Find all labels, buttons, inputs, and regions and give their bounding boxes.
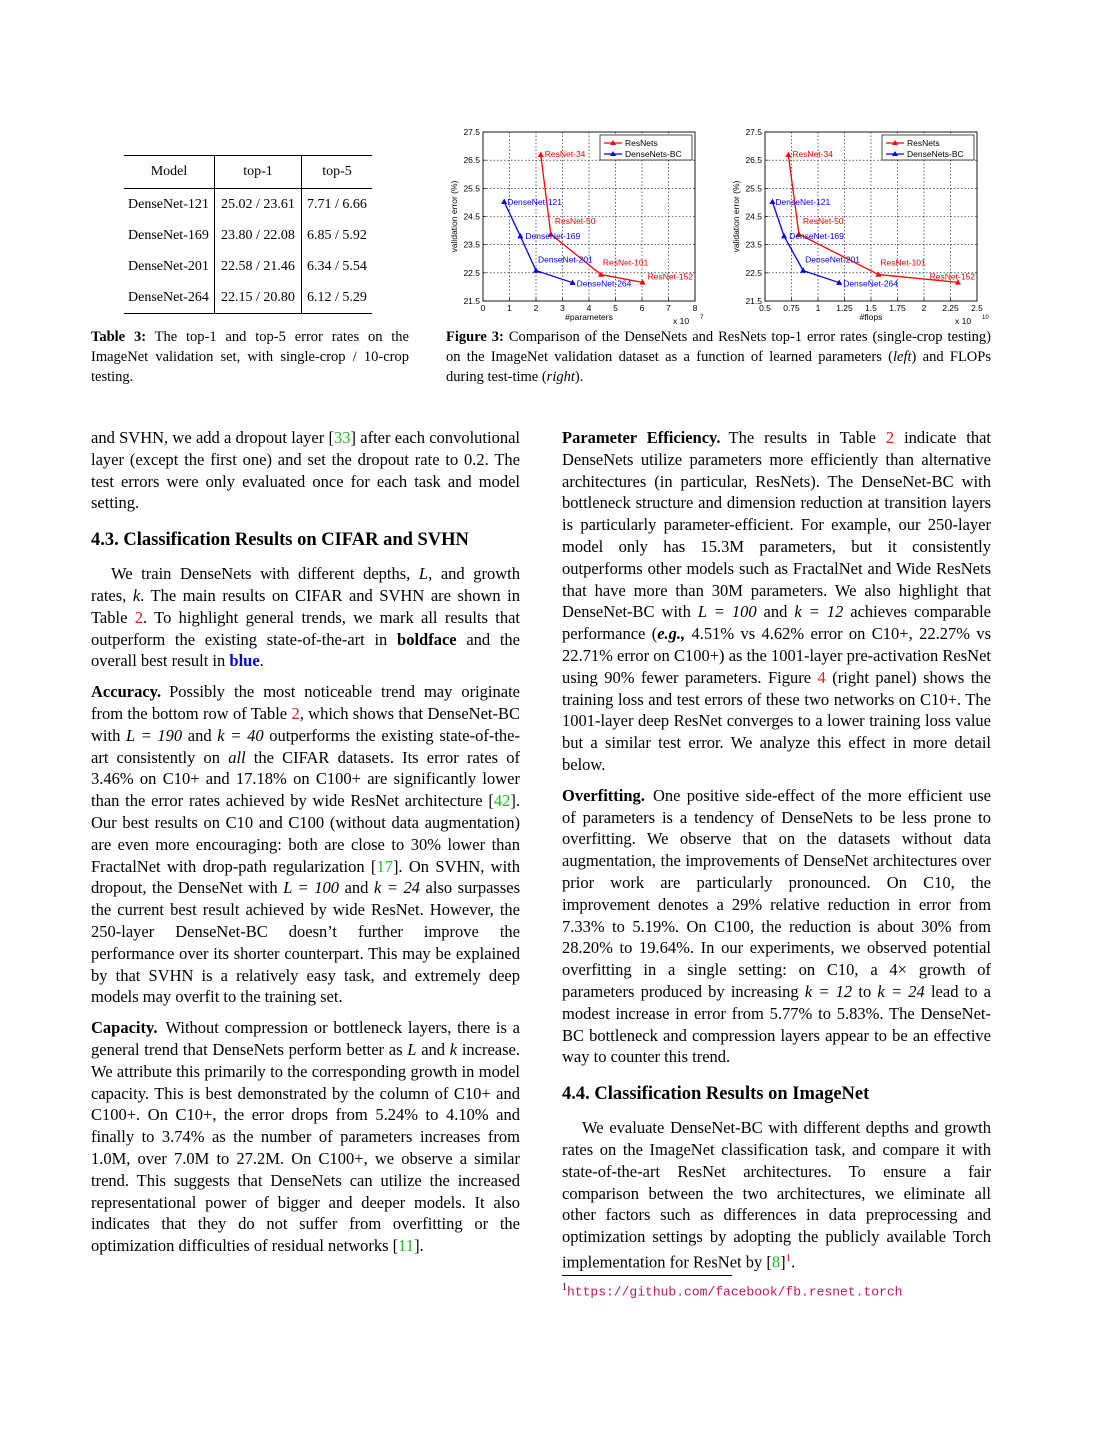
table-row xyxy=(124,220,372,251)
series-line-1 xyxy=(772,202,839,283)
table-3-caption-label: Table 3: xyxy=(91,329,147,345)
table-3 xyxy=(124,155,372,314)
text: also surpasses the current best result achieved by wide ResNet. However, the 250-layer DenseNet-BC doesn’t further improve the performance over its shorter counterpart. This may be explained by that SVHN is a relatively easy task, and extremely deep models may overfit to the training set. xyxy=(91,878,521,1007)
paragraph-overfitting xyxy=(562,785,991,1068)
x-tick-label: 4 xyxy=(586,303,592,313)
table-row xyxy=(124,282,372,314)
math-expr: k = 12 xyxy=(804,981,853,1001)
data-point xyxy=(533,267,539,272)
header-model: Model xyxy=(124,156,215,189)
x-tick-label: 6 xyxy=(639,303,645,313)
cell-top1: 23.80 / 22.08 xyxy=(215,220,302,251)
y-tick-label: 23.5 xyxy=(463,239,480,250)
y-tick-label: 26.5 xyxy=(745,155,762,166)
x-tick-label: 2 xyxy=(533,303,539,313)
math-var: k xyxy=(132,585,141,605)
text: and SVHN, we add a dropout layer [ xyxy=(91,428,334,447)
table-row xyxy=(124,251,372,282)
text: Possibly the most noticeable trend may originate from the bottom row of Table xyxy=(91,682,520,723)
figure-3-caption-right: right xyxy=(546,369,575,385)
data-label: ResNet-50 xyxy=(554,216,596,227)
table-link[interactable]: 2 xyxy=(885,428,895,447)
data-label: DenseNet-169 xyxy=(789,231,844,242)
chart-flops xyxy=(727,122,987,327)
x-tick-label: 0 xyxy=(480,303,486,313)
legend-entry: ResNets xyxy=(625,138,658,148)
run-in-heading: Capacity. xyxy=(91,1018,158,1038)
text: to xyxy=(852,981,878,1001)
figure-3-caption-c: ). xyxy=(574,369,584,385)
figure-link[interactable]: 4 xyxy=(817,667,826,687)
math-var: L xyxy=(407,1039,417,1059)
y-tick-label: 25.5 xyxy=(463,183,480,194)
cell-model: DenseNet-169 xyxy=(124,220,215,251)
data-point xyxy=(785,152,791,157)
x-multiplier-exponent: 7 xyxy=(700,315,704,321)
text: We train DenseNets with different depths, xyxy=(111,564,419,584)
cell-top1: 22.15 / 20.80 xyxy=(215,282,302,314)
data-label: DenseNet-201 xyxy=(805,254,860,265)
header-top1: top-1 xyxy=(215,156,302,189)
text: the CIFAR datasets. Its error rates of 3.46% on C10+ and 17.18% on C100+ are significantly lower than the error rates achieved by wide ResNet architecture [ xyxy=(91,747,520,811)
citation-link[interactable]: 17 xyxy=(376,856,393,876)
paragraph-parameter-efficiency xyxy=(562,427,991,776)
data-label: DenseNet-121 xyxy=(775,196,831,207)
data-label: DenseNet-121 xyxy=(507,196,563,207)
section-heading-4-3: 4.3. Classification Results on CIFAR and SVHN xyxy=(91,530,469,551)
text: The results in Table xyxy=(728,428,886,447)
x-tick-label: 7 xyxy=(666,303,671,313)
cell-top1: 25.02 / 23.61 xyxy=(215,189,302,221)
table-link[interactable]: 2 xyxy=(291,703,300,723)
text: increase. We attribute this primarily to the corresponding growth in model capacity. This is best demonstrated by the column of C10+ and C100+. On C10+, the error drops from 5.24% to 4.10% and finally to 3.74% as the number of parameters increases from 1.0M, over 7.0M to 27.2M. On C100+, we observe a similar trend. This suggests that DenseNets can utilize the increased representational power of bigger and deeper models. It also indicates that they do not suffer from overfitting or the optimization difficulties of residual networks [ xyxy=(91,1039,520,1256)
data-label: DenseNet-264 xyxy=(576,278,632,289)
data-point xyxy=(800,267,806,272)
header-top5: top-5 xyxy=(302,156,373,189)
x-multiplier-label: x 10 xyxy=(673,316,690,326)
chart-params xyxy=(445,122,705,327)
math-expr: k = 12 xyxy=(794,602,844,622)
footnote-number: 1 xyxy=(562,1282,567,1293)
paragraph-intro-4-3 xyxy=(91,563,520,672)
paragraph-accuracy xyxy=(91,681,520,1008)
x-axis-label: #flops xyxy=(859,312,883,322)
data-label: DenseNet-169 xyxy=(525,231,581,242)
text: and xyxy=(756,602,795,622)
x-tick-label: 3 xyxy=(560,303,565,313)
y-tick-label: 24.5 xyxy=(463,211,480,222)
x-tick-label: 1 xyxy=(507,303,512,313)
math-expr: k = 24 xyxy=(373,878,421,898)
run-in-heading: Accuracy. xyxy=(91,682,162,702)
x-tick-label: 1.5 xyxy=(865,303,877,313)
x-tick-label: 2 xyxy=(921,303,927,313)
math-var: k xyxy=(449,1039,458,1059)
math-expr: L = 100 xyxy=(697,602,757,622)
x-tick-label: 8 xyxy=(692,303,698,313)
math-expr: L = 100 xyxy=(283,878,340,898)
footnote-rule xyxy=(562,1275,732,1276)
section-heading-4-4: 4.4. Classification Results on ImageNet xyxy=(562,1084,870,1105)
y-tick-label: 27.5 xyxy=(745,127,762,137)
math-expr: k = 24 xyxy=(877,981,925,1001)
text: 4.51% vs 4.62% error on C10+, 22.27% vs 22.71% error on C100+) as the 1001-layer pre-activation ResNet using 90% fewer parameters. Figure xyxy=(562,624,991,687)
math-expr: k = 40 xyxy=(217,725,264,745)
x-tick-label: 1.75 xyxy=(889,303,906,313)
text: . To highlight general trends, we mark all results that outperform the existing state-of-the-art in xyxy=(91,607,520,649)
data-point xyxy=(517,233,523,238)
y-tick-label: 21.5 xyxy=(745,296,762,306)
text: achieves comparable performance ( xyxy=(562,602,991,644)
text: ] xyxy=(780,1252,786,1272)
text: . xyxy=(791,1252,796,1272)
data-point xyxy=(781,233,787,238)
x-tick-label: 5 xyxy=(613,303,618,313)
run-in-heading: Parameter Efficiency. xyxy=(562,428,721,447)
text: and xyxy=(339,878,374,898)
legend-entry: DenseNets-BC xyxy=(907,149,964,159)
data-label: ResNet-50 xyxy=(802,216,844,227)
data-label: ResNet-152 xyxy=(929,271,975,282)
right-column xyxy=(562,427,991,1282)
table-link[interactable]: 2 xyxy=(134,607,143,627)
x-multiplier-label: x 10 xyxy=(955,316,972,326)
citation-link[interactable]: 33 xyxy=(334,428,351,447)
y-axis-label: validation error (%) xyxy=(731,180,741,253)
y-tick-label: 24.5 xyxy=(745,211,762,222)
figure-3-caption xyxy=(446,327,991,387)
text: We evaluate DenseNet-BC with different depths and growth rates on the ImageNet classification task, and compare it with state-of-the-art ResNet architectures. To ensure a fair comparison between the two architectures, we eliminate all other factors such as differences in data preprocessing and optimization settings by adopting the publicly available Torch implementation for ResNet by [ xyxy=(562,1118,991,1272)
text: lead to a modest increase in error from 5.77% to 5.83%. The DenseNet-BC bottleneck and compression layers appear to be an effective way to counter this trend. xyxy=(562,981,991,1067)
x-tick-label: 2.25 xyxy=(942,303,959,313)
text: ] after each convolutional layer (except the first one) and set the dropout rate to 0.2. The test errors were only evaluated once for each task and model setting. xyxy=(91,428,520,513)
paragraph-dropout xyxy=(91,427,520,514)
text: and xyxy=(182,725,218,745)
text: One positive side-effect of the more efficient use of parameters is a tendency of DenseNets to be less prone to overfitting. We observe that on the datasets without data augmentation, the improvements of DenseNet architectures over prior work are particularly pronounced. On C10, the improvement denotes a 29% relative reduction in error from 7.33% to 5.19%. On C100, the reduction is about 30% from 28.20% to 19.64%. In our experiments, we observed potential overfitting in a single setting: on C10, a 4× growth of parameters produced by increasing xyxy=(562,785,991,1001)
figure-3-caption-label: Figure 3: xyxy=(446,329,504,345)
y-tick-label: 22.5 xyxy=(463,267,480,278)
cell-top5: 6.34 / 5.54 xyxy=(307,258,367,274)
text: . The main results on CIFAR and SVHN are shown in Table xyxy=(91,585,521,627)
italic-text: e.g., xyxy=(657,624,686,644)
footnote-url-link[interactable]: https://github.com/facebook/fb.resnet.torch xyxy=(567,1284,903,1300)
cell-top5: 6.12 / 5.29 xyxy=(302,282,373,314)
data-point xyxy=(538,152,544,157)
paragraph-capacity xyxy=(91,1017,520,1257)
figure-3-caption-b: ) and FLOPs during test-time ( xyxy=(446,349,991,385)
figure-3-caption-left: left xyxy=(892,349,912,365)
table-3-caption xyxy=(91,327,409,387)
run-in-heading: Overfitting. xyxy=(562,785,645,805)
y-tick-label: 22.5 xyxy=(745,267,762,278)
y-tick-label: 25.5 xyxy=(745,183,762,194)
y-tick-label: 21.5 xyxy=(463,296,480,306)
text: ]. Our best results on C10 and C100 (without data augmentation) are even more encouraging: both are close to 30% lower than FractalNet with drop-path regularization [ xyxy=(91,791,520,876)
x-tick-label: 1.25 xyxy=(836,303,853,313)
text: indicate that DenseNets utilize parameters more efficiently than alternative architectures (in particular, ResNets). The DenseNet-BC with bottleneck structure and dimension reduction at transition layers is particularly parameter-efficient. For example, our 250-layer model only has 15.3M parameters, but it consistently outperforms other models such as FractalNet and Wide ResNets that have more than 30M parameters. We also highlight that DenseNet-BC with xyxy=(562,428,991,622)
text: , and growth rates, xyxy=(91,564,520,605)
data-label: ResNet-101 xyxy=(880,257,926,268)
blue-text: blue xyxy=(229,651,260,671)
text: , which shows that DenseNet-BC with xyxy=(91,703,521,745)
data-label: ResNet-34 xyxy=(792,148,833,159)
text: and xyxy=(416,1039,450,1059)
data-label: ResNet-34 xyxy=(544,148,586,159)
citation-link[interactable]: 8 xyxy=(771,1252,781,1272)
data-label: ResNet-152 xyxy=(647,271,693,282)
y-axis-label: validation error (%) xyxy=(449,180,459,253)
bold-text: boldface xyxy=(397,629,457,649)
x-tick-label: 0.5 xyxy=(759,303,771,313)
data-label: ResNet-101 xyxy=(602,257,649,268)
citation-link[interactable]: 11 xyxy=(398,1236,415,1256)
legend-entry: DenseNets-BC xyxy=(625,149,682,159)
cell-model: DenseNet-264 xyxy=(124,282,215,314)
footnote xyxy=(562,1279,902,1302)
text: (right panel) shows the training loss and test errors of these two networks on C10+. The 1001-layer deep ResNet converges to a lower training loss value but a similar test error. We analyze this effect in more detail below. xyxy=(562,667,991,774)
paragraph-imagenet xyxy=(562,1117,991,1273)
data-label: DenseNet-264 xyxy=(843,278,899,289)
footnote-mark[interactable]: 1 xyxy=(785,1251,792,1264)
y-tick-label: 27.5 xyxy=(463,127,480,137)
left-column xyxy=(91,427,520,1266)
text: . xyxy=(259,651,264,671)
figure-3-caption-a: Comparison of the DenseNets and ResNets top-1 error rates (single-crop testing) on the ImageNet validation dataset as a function of learned parameters ( xyxy=(446,329,992,365)
math-var: L xyxy=(418,564,429,584)
text: outperforms the existing state-of-the-art consistently on xyxy=(91,725,520,767)
y-tick-label: 23.5 xyxy=(745,239,762,250)
cell-model: DenseNet-121 xyxy=(124,189,215,221)
x-tick-label: 2.5 xyxy=(971,303,983,313)
table-header-row xyxy=(124,156,372,189)
x-tick-label: 0.75 xyxy=(783,303,800,313)
data-label: DenseNet-201 xyxy=(538,254,593,265)
legend-entry: ResNets xyxy=(907,138,940,148)
y-tick-label: 26.5 xyxy=(463,155,480,166)
table-row xyxy=(124,189,372,221)
text: ]. On SVHN, with dropout, the DenseNet with xyxy=(91,856,521,898)
citation-link[interactable]: 42 xyxy=(493,791,511,811)
text: Without compression or bottleneck layers, there is a general trend that DenseNets perform better as xyxy=(91,1018,520,1059)
text: and the overall best result in xyxy=(91,629,520,671)
text: ]. xyxy=(414,1236,424,1256)
table-3-caption-text: The top-1 and top-5 error rates on the ImageNet validation set, with single-crop / 10-crop testing. xyxy=(91,329,409,385)
cell-top5: 7.71 / 6.66 xyxy=(307,196,367,212)
cell-model: DenseNet-201 xyxy=(124,251,215,282)
x-tick-label: 1 xyxy=(815,303,821,313)
cell-top5: 6.85 / 5.92 xyxy=(307,227,367,243)
x-multiplier-exponent: 10 xyxy=(982,315,989,321)
x-axis-label: #parameters xyxy=(565,312,613,322)
math-expr: L = 190 xyxy=(126,725,183,745)
italic-text: all xyxy=(228,747,246,767)
cell-top1: 22.58 / 21.46 xyxy=(215,251,302,282)
